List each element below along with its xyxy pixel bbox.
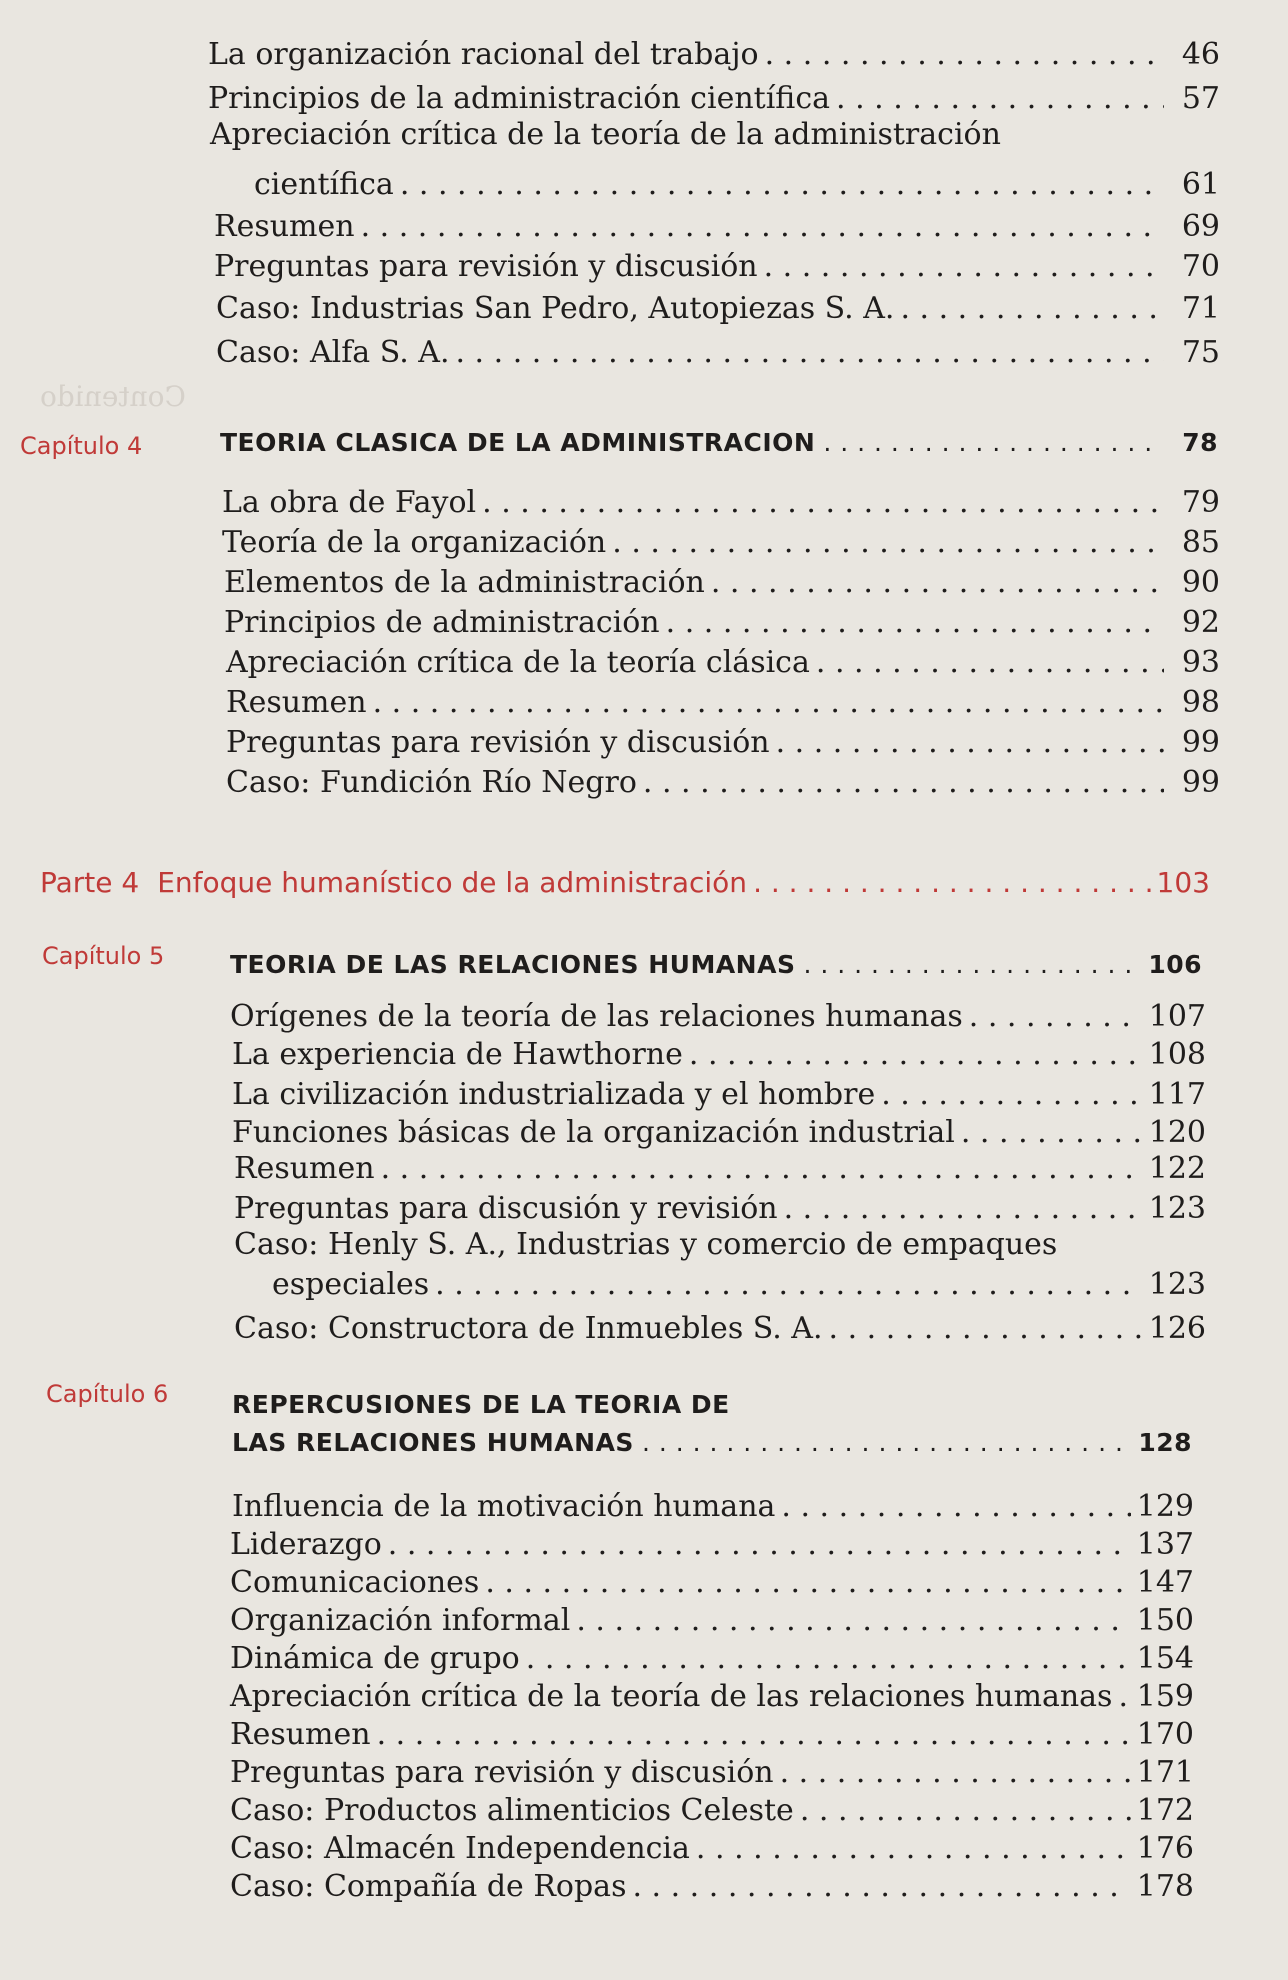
toc-entry[interactable] bbox=[230, 1716, 1194, 1754]
toc-entry[interactable] bbox=[230, 1602, 1194, 1640]
entry-title: Preguntas para revisión y discusión bbox=[214, 249, 758, 284]
toc-entry[interactable] bbox=[222, 484, 1220, 522]
entry-title: Preguntas para discusión y revisión bbox=[234, 1191, 778, 1226]
toc-entry[interactable] bbox=[226, 724, 1220, 762]
dot-leader bbox=[823, 428, 1160, 457]
toc-entry[interactable] bbox=[234, 1150, 1206, 1188]
toc-entry[interactable] bbox=[232, 1076, 1206, 1114]
part-heading[interactable] bbox=[40, 866, 1210, 899]
entry-title: científica bbox=[254, 167, 394, 202]
entry-page: 79 bbox=[1181, 485, 1220, 520]
entry-title: Caso: Productos alimenticios Celeste bbox=[230, 1793, 794, 1828]
show-through-text: Contenido bbox=[40, 380, 186, 413]
dot-leader bbox=[455, 334, 1164, 372]
entry-page: 122 bbox=[1148, 1151, 1206, 1186]
toc-entry[interactable] bbox=[222, 524, 1220, 562]
entry-page: 61 bbox=[1181, 167, 1220, 202]
part-page: 103 bbox=[1156, 866, 1210, 899]
entry-page: 159 bbox=[1136, 1679, 1194, 1714]
entry-title: La organización racional del trabajo bbox=[208, 37, 759, 72]
entry-title: Caso: Alfa S. A. bbox=[216, 335, 450, 370]
entry-title: Resumen bbox=[230, 1717, 371, 1752]
entry-page: 171 bbox=[1136, 1755, 1194, 1790]
entry-page: 147 bbox=[1136, 1565, 1194, 1600]
toc-entry[interactable] bbox=[272, 1266, 1206, 1304]
dot-leader bbox=[776, 724, 1164, 762]
entry-title: Liderazgo bbox=[230, 1527, 382, 1562]
entry-page: 93 bbox=[1181, 645, 1220, 680]
dot-leader bbox=[435, 1266, 1143, 1304]
toc-entry[interactable] bbox=[230, 1526, 1194, 1564]
entry-title: Resumen bbox=[214, 209, 355, 244]
entry-title: Comunicaciones bbox=[230, 1565, 480, 1600]
toc-entry[interactable] bbox=[232, 1114, 1206, 1152]
dot-leader bbox=[666, 604, 1164, 642]
dot-leader bbox=[829, 1310, 1143, 1348]
toc-entry[interactable] bbox=[226, 644, 1220, 682]
dot-leader bbox=[765, 36, 1164, 74]
dot-leader bbox=[643, 764, 1164, 802]
entry-title: Teoría de la organización bbox=[222, 525, 607, 560]
dot-leader bbox=[836, 80, 1164, 118]
chapter-title-line-1[interactable] bbox=[232, 1390, 730, 1419]
chapter-title-text: LAS RELACIONES HUMANAS bbox=[232, 1428, 634, 1457]
entry-page: 70 bbox=[1181, 249, 1220, 284]
entry-page: 90 bbox=[1181, 565, 1220, 600]
toc-entry[interactable] bbox=[230, 1678, 1194, 1716]
dot-leader bbox=[632, 1868, 1130, 1906]
chapter-title-line-2[interactable] bbox=[232, 1428, 1192, 1457]
entry-title: Caso: Constructora de Inmuebles S. A. bbox=[234, 1311, 823, 1346]
toc-entry[interactable] bbox=[254, 166, 1220, 204]
dot-leader bbox=[696, 1830, 1131, 1868]
dot-leader bbox=[361, 208, 1164, 246]
entry-page: 178 bbox=[1136, 1869, 1194, 1904]
entry-page: 172 bbox=[1136, 1793, 1194, 1828]
chapter-title[interactable] bbox=[220, 428, 1218, 457]
entry-page: 99 bbox=[1181, 725, 1220, 760]
entry-title: especiales bbox=[272, 1267, 430, 1302]
toc-entry[interactable] bbox=[232, 1488, 1194, 1526]
entry-page: 85 bbox=[1181, 525, 1220, 560]
chapter-title-text: TEORIA DE LAS RELACIONES HUMANAS bbox=[230, 950, 796, 979]
dot-leader bbox=[526, 1640, 1131, 1678]
toc-entry[interactable] bbox=[234, 1310, 1206, 1348]
dot-leader bbox=[881, 1076, 1143, 1114]
entry-page: 99 bbox=[1181, 765, 1220, 800]
entry-title: Principios de administración bbox=[224, 605, 660, 640]
entry-page: 129 bbox=[1136, 1489, 1194, 1524]
entry-title: Influencia de la motivación humana bbox=[232, 1489, 776, 1524]
entry-page: 46 bbox=[1181, 37, 1220, 72]
dot-leader bbox=[900, 290, 1164, 328]
entry-title: Apreciación crítica de la teoría clásica bbox=[226, 645, 810, 680]
toc-entry[interactable] bbox=[214, 208, 1220, 246]
entry-title: La experiencia de Hawthorne bbox=[232, 1037, 683, 1072]
entry-page: 107 bbox=[1148, 999, 1206, 1034]
chapter-page: 78 bbox=[1182, 428, 1218, 457]
entry-title: Caso: Fundición Río Negro bbox=[226, 765, 637, 800]
dot-leader bbox=[800, 1792, 1131, 1830]
toc-entry[interactable] bbox=[214, 248, 1220, 286]
toc-entry[interactable] bbox=[208, 36, 1220, 74]
dot-leader bbox=[485, 1564, 1130, 1602]
entry-page: 108 bbox=[1148, 1037, 1206, 1072]
toc-entry[interactable] bbox=[230, 1830, 1194, 1868]
entry-title: Preguntas para revisión y discusión bbox=[230, 1755, 774, 1790]
chapter-label: Capítulo 6 bbox=[46, 1380, 169, 1408]
dot-leader bbox=[388, 1526, 1131, 1564]
entry-page: 170 bbox=[1136, 1717, 1194, 1752]
dot-leader bbox=[784, 1190, 1143, 1228]
dot-leader bbox=[576, 1602, 1130, 1640]
toc-entry[interactable] bbox=[234, 1190, 1206, 1228]
entry-page: 57 bbox=[1181, 81, 1220, 116]
toc-entry[interactable] bbox=[232, 1036, 1206, 1074]
dot-leader bbox=[753, 866, 1150, 899]
entry-page: 92 bbox=[1181, 605, 1220, 640]
entry-title: Caso: Industrias San Pedro, Autopiezas S. A. bbox=[216, 291, 895, 326]
dot-leader bbox=[381, 1150, 1143, 1188]
chapter-title-text: REPERCUSIONES DE LA TEORIA DE bbox=[232, 1390, 730, 1419]
toc-entry[interactable] bbox=[230, 1868, 1194, 1906]
entry-title: Apreciación crítica de la teoría de las relaciones humanas bbox=[230, 1679, 1113, 1714]
entry-page: 120 bbox=[1148, 1115, 1206, 1150]
entry-page: 137 bbox=[1136, 1527, 1194, 1562]
toc-entry-title-line[interactable]: Caso: Henly S. A., Industrias y comercio de empaques bbox=[234, 1227, 1058, 1262]
entry-page: 123 bbox=[1148, 1267, 1206, 1302]
dot-leader bbox=[969, 998, 1143, 1036]
chapter-label: Capítulo 5 bbox=[42, 942, 165, 970]
entry-title: La civilización industrializada y el hombre bbox=[232, 1077, 876, 1112]
entry-page: 71 bbox=[1181, 291, 1220, 326]
dot-leader bbox=[482, 484, 1164, 522]
toc-entry[interactable] bbox=[208, 80, 1220, 118]
entry-page: 123 bbox=[1148, 1191, 1206, 1226]
toc-entry[interactable] bbox=[230, 998, 1206, 1036]
entry-page: 117 bbox=[1148, 1077, 1206, 1112]
toc-entry[interactable] bbox=[230, 1754, 1194, 1792]
toc-entry[interactable] bbox=[216, 290, 1220, 328]
toc-entry[interactable] bbox=[224, 564, 1220, 602]
dot-leader bbox=[781, 1488, 1130, 1526]
entry-title: La obra de Fayol bbox=[222, 485, 477, 520]
entry-title: Resumen bbox=[226, 685, 367, 720]
entry-page: 154 bbox=[1136, 1641, 1194, 1676]
entry-title: Organización informal bbox=[230, 1603, 571, 1638]
dot-leader bbox=[816, 644, 1164, 682]
toc-entry[interactable] bbox=[216, 334, 1220, 372]
entry-title: Orígenes de la teoría de las relaciones humanas bbox=[230, 999, 963, 1034]
toc-entry[interactable] bbox=[226, 764, 1220, 802]
entry-title: Dinámica de grupo bbox=[230, 1641, 520, 1676]
entry-title: Funciones básicas de la organización industrial bbox=[232, 1115, 955, 1150]
dot-leader bbox=[377, 1716, 1131, 1754]
entry-title: Caso: Almacén Independencia bbox=[230, 1831, 690, 1866]
toc-entry[interactable] bbox=[230, 1640, 1194, 1678]
entry-page: 69 bbox=[1181, 209, 1220, 244]
part-label: Parte 4 bbox=[40, 866, 140, 899]
chapter-page: 106 bbox=[1148, 950, 1202, 979]
part-title: Enfoque humanístico de la administración bbox=[157, 866, 748, 899]
entry-title: Elementos de la administración bbox=[224, 565, 705, 600]
entry-title: Resumen bbox=[234, 1151, 375, 1186]
entry-page: 150 bbox=[1136, 1603, 1194, 1638]
chapter-title[interactable] bbox=[230, 950, 1202, 979]
entry-page: 126 bbox=[1148, 1311, 1206, 1346]
chapter-title-text: TEORIA CLASICA DE LA ADMINISTRACION bbox=[220, 428, 816, 457]
dot-leader bbox=[642, 1428, 1130, 1457]
entry-title: Preguntas para revisión y discusión bbox=[226, 725, 770, 760]
entry-page: 176 bbox=[1136, 1831, 1194, 1866]
toc-entry[interactable] bbox=[230, 1792, 1194, 1830]
toc-entry[interactable] bbox=[230, 1564, 1194, 1602]
dot-leader bbox=[803, 950, 1140, 979]
dot-leader bbox=[400, 166, 1164, 204]
entry-title: Principios de la administración científica bbox=[208, 81, 831, 116]
dot-leader bbox=[764, 248, 1164, 286]
entry-page: 98 bbox=[1181, 685, 1220, 720]
toc-entry[interactable] bbox=[226, 684, 1220, 722]
dot-leader bbox=[689, 1036, 1143, 1074]
dot-leader bbox=[780, 1754, 1131, 1792]
entry-page: 75 bbox=[1181, 335, 1220, 370]
dot-leader bbox=[612, 524, 1164, 562]
dot-leader bbox=[1118, 1678, 1130, 1716]
chapter-label: Capítulo 4 bbox=[20, 432, 143, 460]
chapter-page: 128 bbox=[1138, 1428, 1192, 1457]
toc-entry-title-line[interactable]: Apreciación crítica de la teoría de la administración bbox=[210, 117, 1001, 152]
dot-leader bbox=[961, 1114, 1143, 1152]
toc-entry[interactable] bbox=[224, 604, 1220, 642]
entry-title: Caso: Compañía de Ropas bbox=[230, 1869, 627, 1904]
dot-leader bbox=[711, 564, 1164, 602]
dot-leader bbox=[373, 684, 1164, 722]
